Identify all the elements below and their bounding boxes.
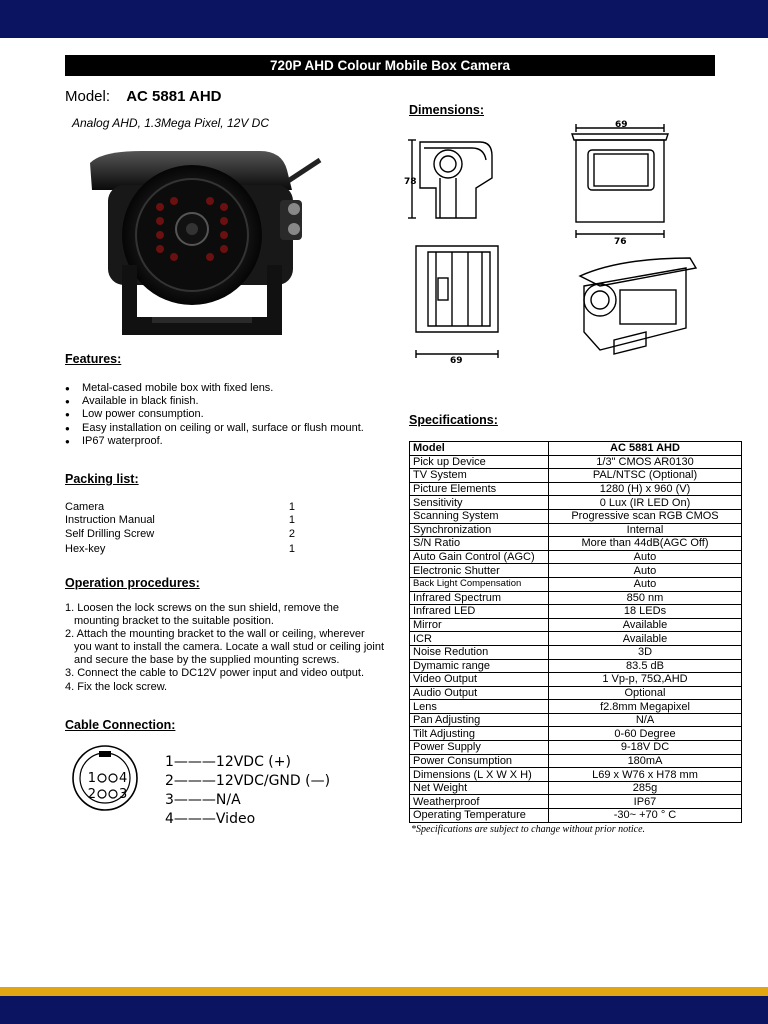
list-item: ● Easy installation on ceiling or wall, surface or flush mount. — [65, 422, 364, 435]
spec-label: Mirror — [410, 618, 549, 632]
footer-band — [0, 996, 768, 1024]
table-row — [410, 659, 742, 673]
spec-value: PAL/NTSC (Optional) — [549, 469, 742, 483]
spec-value: 18 LEDs — [549, 605, 742, 619]
table-row — [410, 700, 742, 714]
table-row — [410, 482, 742, 496]
table-row — [410, 496, 742, 510]
spec-label: Scanning System — [410, 509, 549, 523]
packing-item: Camera — [65, 501, 105, 513]
packing-item: Instruction Manual — [65, 514, 155, 527]
table-row — [410, 781, 742, 795]
spec-label: Audio Output — [410, 686, 549, 700]
spec-label: ICR — [410, 632, 549, 646]
dimension-label: 69 — [450, 356, 463, 366]
spec-value: 850 nm — [549, 591, 742, 605]
spec-label: Weatherproof — [410, 795, 549, 809]
dimensions-drawing — [400, 118, 710, 368]
spec-value: 0-60 Degree — [549, 727, 742, 741]
model-value: AC 5881 AHD — [126, 88, 222, 105]
dimensions-heading: Dimensions: — [409, 103, 485, 117]
spec-value: 9-18V DC — [549, 741, 742, 755]
packing-item: Hex-key — [65, 542, 106, 555]
spec-value: 1280 (H) x 960 (V) — [549, 482, 742, 496]
spec-value: Available — [549, 632, 742, 646]
spec-label: Noise Redution — [410, 645, 549, 659]
camera-photo — [82, 145, 322, 345]
operation-heading: Operation procedures: — [65, 576, 200, 590]
spec-value: 180mA — [549, 754, 742, 768]
cable-line: 2———12VDC/GND (—) — [165, 773, 331, 789]
spec-value: IP67 — [549, 795, 742, 809]
packing-heading: Packing list: — [65, 472, 139, 486]
packing-item: Self Drilling Screw — [65, 527, 155, 540]
table-header-cell: Model — [410, 442, 549, 456]
pin-label: 1 — [87, 771, 96, 786]
packing-row — [65, 514, 295, 527]
packing-row — [65, 501, 295, 514]
table-row — [410, 455, 742, 469]
table-row — [410, 591, 742, 605]
spec-value: 83.5 dB — [549, 659, 742, 673]
spec-value: Auto — [549, 550, 742, 564]
spec-value: Auto — [549, 564, 742, 578]
cable-connector-diagram — [65, 745, 385, 835]
packing-qty: 1 — [288, 542, 295, 555]
spec-value: -30~ +70 ° C — [549, 809, 742, 823]
spec-value: f2.8mm Megapixel — [549, 700, 742, 714]
spec-label: Pick up Device — [410, 455, 549, 469]
spec-label: Power Supply — [410, 741, 549, 755]
pin-label: 3 — [119, 787, 128, 802]
table-row — [410, 809, 742, 823]
table-row — [410, 686, 742, 700]
spec-value: 285g — [549, 781, 742, 795]
features-list — [65, 382, 364, 448]
table-row — [410, 727, 742, 741]
dimension-label: 76 — [614, 237, 627, 247]
spec-label: Back Light Compensation — [410, 577, 549, 591]
model-line — [65, 88, 222, 105]
spec-value: 1 Vp-p, 75Ω,AHD — [549, 673, 742, 687]
specifications-note: *Specifications are subject to change without prior notice. — [411, 824, 646, 835]
spec-value: L69 x W76 x H78 mm — [549, 768, 742, 782]
table-row — [410, 795, 742, 809]
table-row — [410, 645, 742, 659]
table-row — [410, 618, 742, 632]
specifications-heading: Specifications: — [409, 413, 498, 427]
spec-value: 3D — [549, 645, 742, 659]
table-row — [410, 713, 742, 727]
table-row — [410, 469, 742, 483]
packing-row — [65, 543, 295, 556]
pin-label: 4 — [119, 771, 128, 786]
packing-list — [65, 501, 295, 556]
spec-value: More than 44dB(AGC Off) — [549, 537, 742, 551]
specifications-body — [410, 455, 742, 822]
spec-label: Video Output — [410, 673, 549, 687]
spec-label: Power Consumption — [410, 754, 549, 768]
cable-heading: Cable Connection: — [65, 718, 176, 732]
spec-value: Internal — [549, 523, 742, 537]
page-title: 720P AHD Colour Mobile Box Camera — [65, 55, 715, 76]
cable-line: 3———N/A — [165, 792, 241, 808]
spec-label: Dymamic range — [410, 659, 549, 673]
model-subtitle: Analog AHD, 1.3Mega Pixel, 12V DC — [72, 116, 269, 130]
spec-value: N/A — [549, 713, 742, 727]
pin-label: 2 — [87, 787, 96, 802]
list-item: ● Low power consumption. — [65, 408, 364, 421]
table-row — [410, 577, 742, 591]
list-item: ● IP67 waterproof. — [65, 435, 364, 448]
spec-value: Optional — [549, 686, 742, 700]
operation-steps — [65, 602, 385, 694]
cable-line: 4———Video — [165, 811, 256, 827]
operation-step: 3. Connect the cable to DC12V power input and video output. — [65, 667, 365, 680]
spec-label: Pan Adjusting — [410, 713, 549, 727]
specifications-table — [409, 441, 742, 823]
spec-label: Operating Temperature — [410, 809, 549, 823]
dimension-label: 78 — [404, 177, 417, 187]
table-header-row — [410, 442, 742, 456]
spec-label: Dimensions (L X W X H) — [410, 768, 549, 782]
spec-value: Progressive scan RGB CMOS — [549, 509, 742, 523]
spec-value: Available — [549, 618, 742, 632]
spec-label: Infrared Spectrum — [410, 591, 549, 605]
operation-step: 4. Fix the lock screw. — [65, 680, 168, 693]
table-row — [410, 741, 742, 755]
operation-step: 1. Loosen the lock screws on the sun shield, remove the mounting bracket to the suitable position. — [65, 602, 339, 628]
dimension-label: 69 — [615, 120, 628, 130]
operation-step: 2. Attach the mounting bracket to the wall or ceiling, wherever you want to install the camera. Locate a wall stud or ceiling joint and secure the base by the supplied mounting screws. — [65, 628, 384, 667]
spec-label: S/N Ratio — [410, 537, 549, 551]
list-item: ● Metal-cased mobile box with fixed lens. — [65, 382, 364, 395]
spec-label: Net Weight — [410, 781, 549, 795]
table-row — [410, 564, 742, 578]
table-row — [410, 673, 742, 687]
table-row — [410, 550, 742, 564]
spec-label: Synchronization — [410, 523, 549, 537]
table-row — [410, 537, 742, 551]
packing-qty: 2 — [288, 527, 295, 540]
list-item: ● Available in black finish. — [65, 395, 364, 408]
spec-label: Infrared LED — [410, 605, 549, 619]
spec-label: TV System — [410, 469, 549, 483]
features-heading: Features: — [65, 352, 122, 366]
table-row — [410, 523, 742, 537]
cable-line: 1———12VDC (+) — [165, 754, 291, 770]
table-header-cell: AC 5881 AHD — [549, 442, 742, 456]
table-row — [410, 509, 742, 523]
spec-value: 0 Lux (IR LED On) — [549, 496, 742, 510]
spec-label: Lens — [410, 700, 549, 714]
spec-value: Auto — [549, 577, 742, 591]
packing-qty: 1 — [288, 514, 295, 527]
table-row — [410, 754, 742, 768]
spec-label: Sensitivity — [410, 496, 549, 510]
spec-value: 1/3" CMOS AR0130 — [549, 455, 742, 469]
table-row — [410, 605, 742, 619]
packing-qty: 1 — [288, 501, 295, 513]
header-band — [0, 0, 768, 38]
table-row — [410, 768, 742, 782]
table-row — [410, 632, 742, 646]
model-label: Model: — [65, 88, 111, 105]
footer-accent — [0, 987, 768, 996]
spec-label: Tilt Adjusting — [410, 727, 549, 741]
spec-label: Picture Elements — [410, 482, 549, 496]
packing-row — [65, 528, 295, 541]
spec-label: Auto Gain Control (AGC) — [410, 550, 549, 564]
spec-label: Electronic Shutter — [410, 564, 549, 578]
